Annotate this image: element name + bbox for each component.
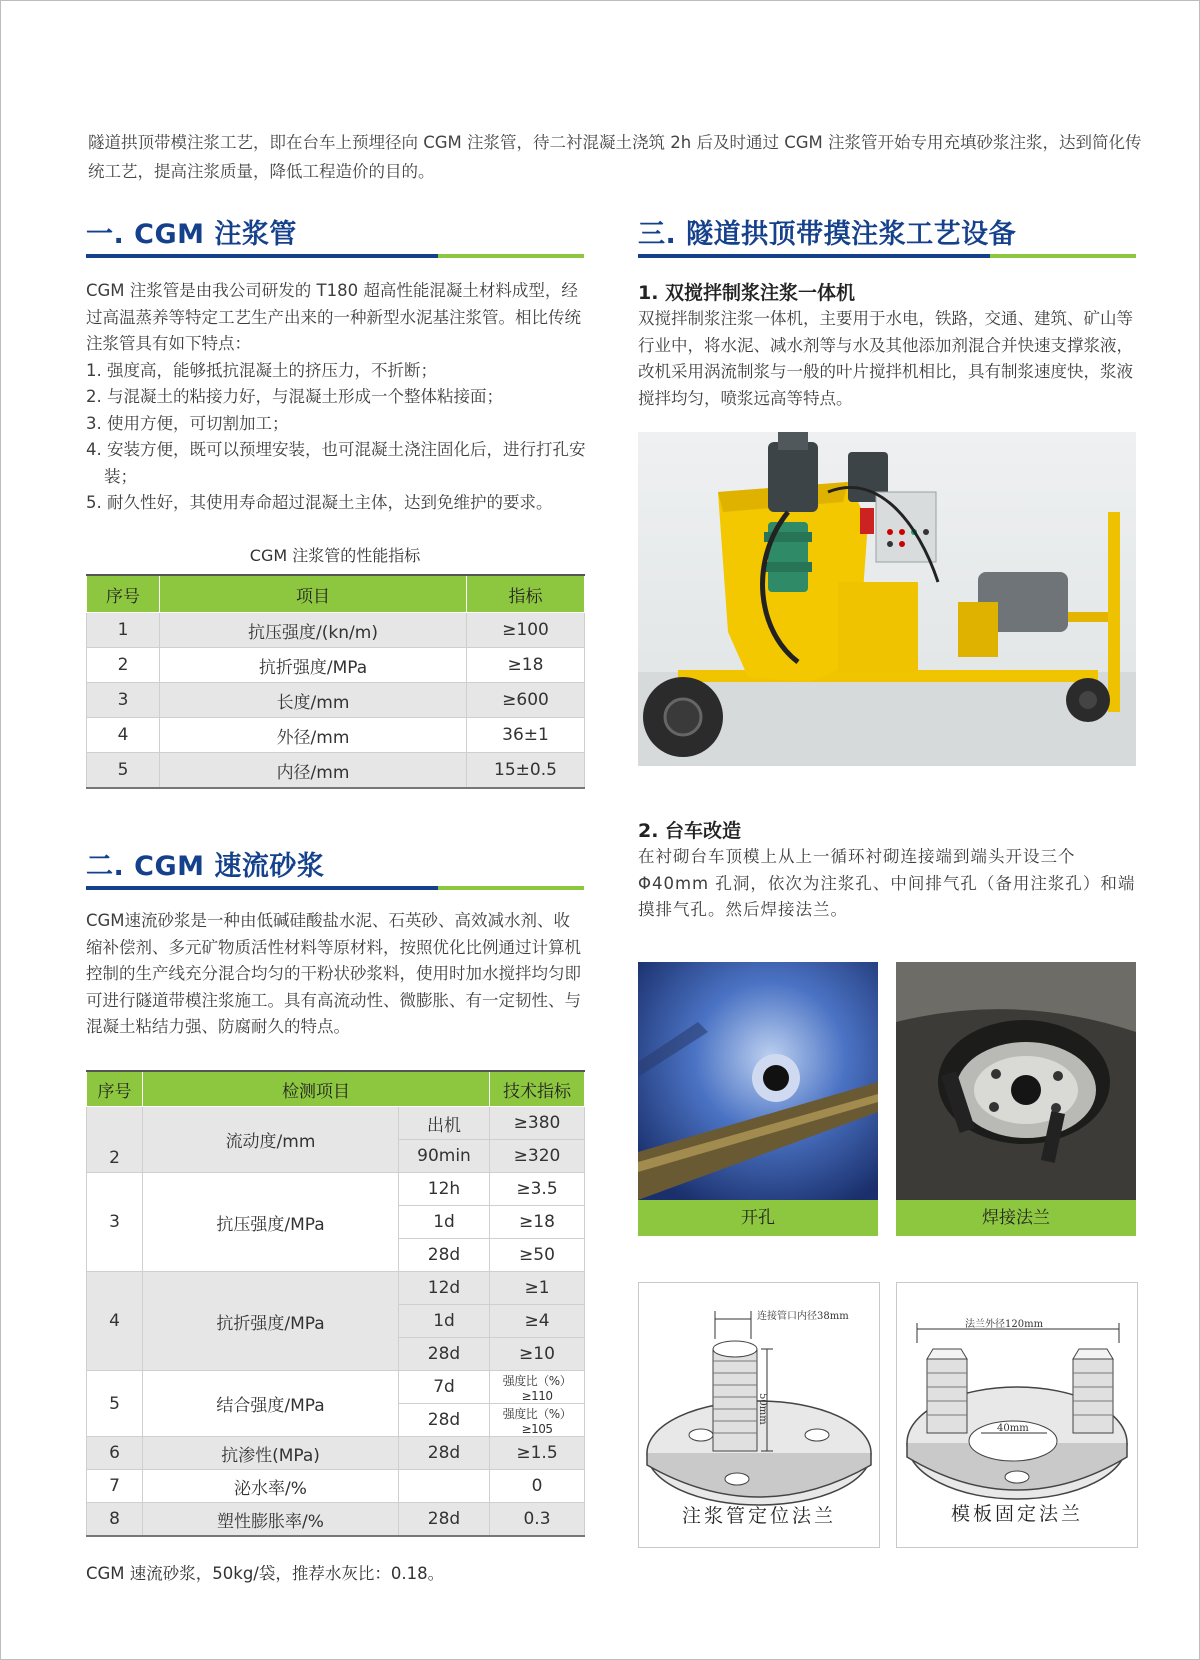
table-cell: 1d bbox=[399, 1206, 490, 1239]
mortar-spec-table bbox=[86, 1070, 585, 1537]
table-cell: 7 bbox=[87, 1470, 143, 1503]
section1-title: 一. CGM 注浆管 bbox=[86, 219, 297, 250]
section2-rule bbox=[86, 886, 584, 890]
table-cell: 28d bbox=[399, 1338, 490, 1371]
table-cell: 15±0.5 bbox=[467, 753, 585, 789]
table-cell: 28d bbox=[399, 1239, 490, 1272]
feature-item: 2. 与混凝土的粘接力好，与混凝土形成一个整体粘接面； bbox=[86, 387, 503, 406]
table-cell: ≥18 bbox=[467, 648, 585, 683]
table-cell: 28d bbox=[399, 1404, 490, 1437]
table-row bbox=[87, 1437, 585, 1470]
table-cell: 3 bbox=[87, 683, 160, 718]
feature-item: 5. 耐久性好，其使用寿命超过混凝土主体，达到免维护的要求。 bbox=[86, 493, 553, 512]
sub2-title: 2. 台车改造 bbox=[638, 820, 742, 842]
table-cell: ≥320 bbox=[490, 1140, 585, 1173]
sketch2-caption: 模板固定法兰 bbox=[950, 1503, 1083, 1525]
sub1-desc: 双搅拌制浆注浆一体机，主要用于水电，铁路，交通、建筑、矿山等行业中，将水泥、减水剂等与水及其他添加剂混合并快速支撑浆液，改机采用涡流制浆与一般的叶片搅拌机相比，具有制浆速度快，浆液搅拌均匀，喷浆远高等特点。 bbox=[638, 309, 1133, 408]
table-cell: ≥3.5 bbox=[490, 1173, 585, 1206]
table-cell: 4 bbox=[87, 718, 160, 753]
table-cell: 2 bbox=[87, 648, 160, 683]
table-cell: ≥1 bbox=[490, 1272, 585, 1305]
table-cell: 0.3 bbox=[490, 1503, 585, 1537]
photo-caption-drilling: 开孔 bbox=[638, 1200, 878, 1236]
section1-body bbox=[86, 278, 586, 517]
pipe-spec-table bbox=[86, 574, 585, 789]
table-cell: 7d bbox=[399, 1371, 490, 1404]
table-cell: 1 bbox=[87, 613, 160, 648]
sketch1-dim-top: 连接管口内径38mm bbox=[757, 1311, 849, 1322]
section1-desc: CGM 注浆管是由我公司研发的 T180 超高性能混凝土材料成型，经过高温蒸养等特定工艺生产出来的一种新型水泥基注浆管。相比传统注浆管具有如下特点： bbox=[86, 281, 581, 353]
feature-item: 1. 强度高，能够抵抗混凝土的挤压力，不折断； bbox=[86, 360, 437, 380]
table-row bbox=[87, 1173, 585, 1206]
table-cell: 3 bbox=[87, 1173, 143, 1272]
table-cell: 抗渗性(MPa) bbox=[143, 1437, 399, 1470]
section2-desc: CGM速流砂浆是一种由低碱硅酸盐水泥、石英砂、高效减水剂、收缩补偿剂、多元矿物质活性材料等原材料，按照优化比例通过计算机控制的生产线充分混合均匀的干粉状砂浆料，使用时加水搅拌均匀即可进行隧道带模注浆施工。具有高流动性、微膨胀、有一定韧性、与混凝土粘结力强、防腐耐久的特点。 bbox=[86, 911, 581, 1036]
table-cell: ≥1.5 bbox=[490, 1437, 585, 1470]
table-cell: 长度/mm bbox=[160, 683, 467, 718]
intro-paragraph: 隧道拱顶带模注浆工艺，即在台车上预埋径向 CGM 注浆管，待二衬混凝土浇筑 2h 后及时通过 CGM 注浆管开始专用充填砂浆注浆，达到简化传统工艺，提高注浆质量，降低工程造价的目的。 bbox=[88, 133, 1142, 181]
table-cell: 28d bbox=[399, 1503, 490, 1537]
col-header: 序号 bbox=[87, 1071, 143, 1107]
table-cell: 8 bbox=[87, 1503, 143, 1537]
table-cell: 泌水率/% bbox=[143, 1470, 399, 1503]
table-cell: 2 bbox=[87, 1107, 143, 1173]
sketch1-caption: 注浆管定位法兰 bbox=[681, 1505, 836, 1527]
drilled-hole-photo bbox=[638, 962, 878, 1200]
table-row bbox=[87, 1107, 585, 1140]
grout-mixer-photo bbox=[638, 432, 1136, 766]
table-cell: ≥18 bbox=[490, 1206, 585, 1239]
table-row bbox=[87, 1371, 585, 1404]
table-cell: ≥4 bbox=[490, 1305, 585, 1338]
table-cell: 5 bbox=[87, 1371, 143, 1437]
pipe-table-caption: CGM 注浆管的性能指标 bbox=[249, 546, 421, 565]
table-cell: 4 bbox=[87, 1272, 143, 1371]
table-row bbox=[87, 1470, 585, 1503]
table-cell bbox=[399, 1470, 490, 1503]
sub2-desc: 在衬砌台车顶模上从上一循环衬砌连接端到端头开设三个Φ40mm 孔洞，依次为注浆孔、中间排气孔（备用注浆孔）和端摸排气孔。然后焊接法兰。 bbox=[638, 847, 1136, 919]
table-cell: 流动度/mm bbox=[143, 1107, 399, 1173]
table-cell: ≥50 bbox=[490, 1239, 585, 1272]
photo-caption-welding: 焊接法兰 bbox=[896, 1200, 1136, 1236]
feature-item: 4. 安装方便，既可以预埋安装，也可混凝土浇注固化后，进行打孔安装； bbox=[86, 440, 586, 486]
table-cell: 结合强度/MPa bbox=[143, 1371, 399, 1437]
table-cell: 塑性膨胀率/% bbox=[143, 1503, 399, 1537]
col-header: 检测项目 bbox=[143, 1071, 490, 1107]
table-cell: 抗折强度/MPa bbox=[160, 648, 467, 683]
col-header: 项目 bbox=[160, 575, 467, 613]
table-cell: ≥100 bbox=[467, 613, 585, 648]
table-row bbox=[87, 1272, 585, 1305]
table-row bbox=[87, 718, 585, 753]
table-row bbox=[87, 753, 585, 789]
table-cell: 强度比（%）≥105 bbox=[490, 1404, 585, 1437]
col-header: 序号 bbox=[87, 575, 160, 613]
table-cell: 抗折强度/MPa bbox=[143, 1272, 399, 1371]
table-cell: ≥600 bbox=[467, 683, 585, 718]
col-header: 指标 bbox=[467, 575, 585, 613]
section3-title: 三. 隧道拱顶带摸注浆工艺设备 bbox=[638, 219, 1017, 250]
col-header: 技术指标 bbox=[490, 1071, 585, 1107]
table-cell: 36±1 bbox=[467, 718, 585, 753]
table-cell: 6 bbox=[87, 1437, 143, 1470]
feature-list bbox=[86, 358, 586, 517]
section3-rule bbox=[638, 254, 1136, 258]
sketch2-dim-mid: 40mm bbox=[997, 1423, 1029, 1434]
table-row bbox=[87, 683, 585, 718]
table-cell: 抗压强度/MPa bbox=[143, 1173, 399, 1272]
table-cell: 出机 bbox=[399, 1107, 490, 1140]
formwork-flange-sketch bbox=[896, 1282, 1138, 1548]
table-cell: 抗压强度/(kn/m) bbox=[160, 613, 467, 648]
welded-flange-photo bbox=[896, 962, 1136, 1200]
table-cell: 12d bbox=[399, 1272, 490, 1305]
sub1-title: 1. 双搅拌制浆注浆一体机 bbox=[638, 282, 856, 304]
table-cell: 28d bbox=[399, 1437, 490, 1470]
table-row bbox=[87, 1503, 585, 1537]
table-cell: ≥380 bbox=[490, 1107, 585, 1140]
table-cell: 12h bbox=[399, 1173, 490, 1206]
table-cell: 90min bbox=[399, 1140, 490, 1173]
feature-item: 3. 使用方便，可切割加工； bbox=[86, 413, 289, 433]
table-cell: 内径/mm bbox=[160, 753, 467, 789]
sketch2-dim-top: 法兰外径120mm bbox=[965, 1319, 1044, 1330]
table-cell: 5 bbox=[87, 753, 160, 789]
table-cell: 强度比（%）≥110 bbox=[490, 1371, 585, 1404]
table-row bbox=[87, 613, 585, 648]
grout-pipe-flange-sketch bbox=[638, 1282, 880, 1548]
table-cell: 外径/mm bbox=[160, 718, 467, 753]
section2-body bbox=[86, 908, 586, 1041]
section1-rule bbox=[86, 254, 584, 258]
table-cell: 0 bbox=[490, 1470, 585, 1503]
mortar-note: CGM 速流砂浆，50kg/袋，推荐水灰比：0.18。 bbox=[86, 1564, 445, 1583]
sketch1-dim-side: 50mm bbox=[757, 1393, 768, 1425]
table-cell: 1d bbox=[399, 1305, 490, 1338]
table-cell: ≥10 bbox=[490, 1338, 585, 1371]
section2-title: 二. CGM 速流砂浆 bbox=[86, 851, 325, 882]
table-row bbox=[87, 648, 585, 683]
